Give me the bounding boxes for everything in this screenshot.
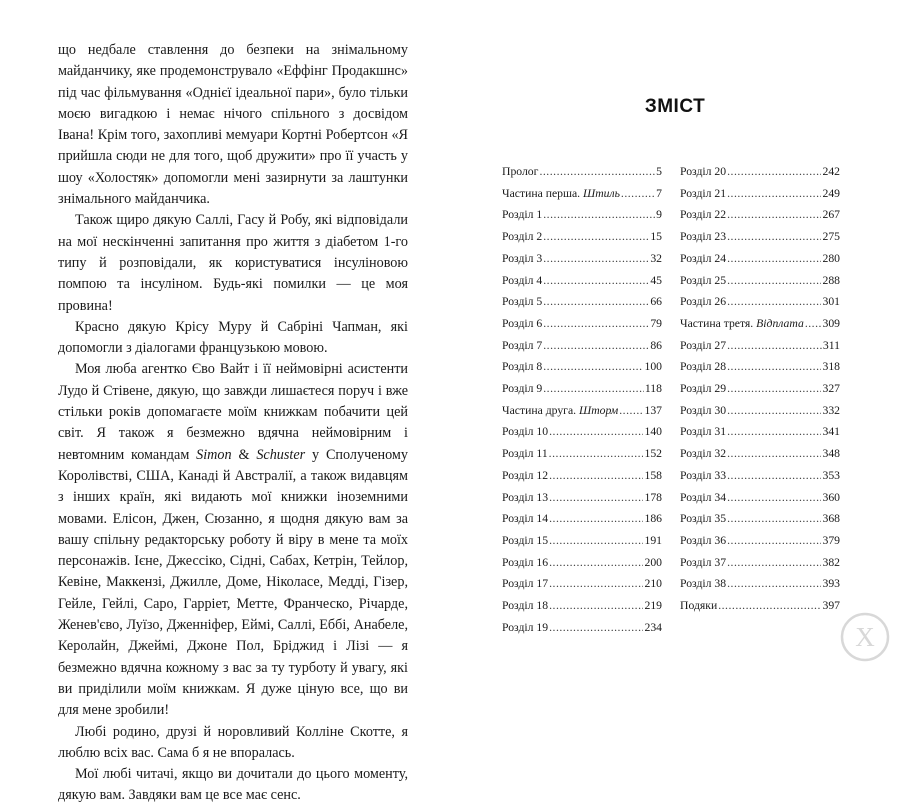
toc-entry — [502, 443, 662, 465]
toc-entry-label: Розділ 29 — [680, 382, 727, 396]
toc-page-number: 152 — [644, 447, 662, 461]
toc-dot-leader — [549, 573, 643, 595]
toc-entry — [680, 443, 840, 465]
toc-entry-label: Розділ 19 — [502, 620, 549, 634]
ack-paragraph-2: Також щиро дякую Саллі, Гасу й Робу, які відповідали на мої нескінченні запитання про життя з діабетом 1-го типу й розповідали, як користуватися інсуліновою помпою та інсуліном. Будь-які помилки — це моя провина! — [58, 212, 408, 314]
toc-entry — [680, 226, 840, 248]
toc-entry-label: Розділ 13 — [502, 490, 549, 504]
toc-dot-leader — [543, 270, 649, 292]
toc-dot-leader — [727, 443, 821, 465]
toc-dot-leader — [727, 183, 821, 205]
toc-entry — [502, 400, 662, 422]
toc-entry-label: Розділ 14 — [502, 512, 549, 526]
toc-entry-label: Розділ 5 — [502, 295, 543, 309]
toc-entry — [680, 161, 840, 183]
toc-dot-leader — [543, 291, 649, 313]
toc-dot-leader — [727, 335, 822, 357]
toc-page-number: 158 — [644, 468, 662, 482]
toc-entry — [680, 248, 840, 270]
toc-dot-leader — [727, 161, 821, 183]
toc-entry — [680, 487, 840, 509]
toc-entry — [680, 204, 840, 226]
toc-entry-label: Розділ 6 — [502, 316, 543, 330]
toc-entry — [502, 378, 662, 400]
toc-entry-label: Частина перша. Штиль — [502, 186, 620, 200]
toc-entry — [680, 552, 840, 574]
toc-entry — [502, 204, 662, 226]
toc-page-number: 100 — [644, 360, 662, 374]
toc-entry — [502, 487, 662, 509]
toc-entry — [502, 595, 662, 617]
toc-entry — [680, 465, 840, 487]
toc-page-number: 79 — [650, 316, 662, 330]
toc-entry-label: Частина третя. Відплата — [680, 316, 804, 330]
toc-page-number: 280 — [822, 251, 840, 265]
toc-entry — [502, 552, 662, 574]
toc-page-number: 140 — [644, 425, 662, 439]
toc-entry — [680, 508, 840, 530]
toc-entry — [680, 573, 840, 595]
toc-page-number: 318 — [822, 360, 840, 374]
toc-page-number: 393 — [822, 577, 840, 591]
toc-dot-leader — [549, 617, 643, 639]
toc-page-number: 86 — [650, 338, 662, 352]
toc-page-number: 66 — [650, 295, 662, 309]
toc-entry-label: Розділ 1 — [502, 208, 543, 222]
toc-entry — [502, 248, 662, 270]
toc-entry — [680, 183, 840, 205]
publisher-name-schuster: Schuster — [256, 446, 306, 463]
toc-page-number: 288 — [822, 273, 840, 287]
toc-entry-label: Частина друга. Шторм — [502, 403, 619, 417]
toc-page-number: 301 — [822, 295, 840, 309]
toc-page-number: 382 — [822, 555, 840, 569]
toc-entry-label: Подяки — [680, 599, 718, 613]
toc-entry-label: Розділ 26 — [680, 295, 727, 309]
toc-entry — [680, 270, 840, 292]
toc-page-number: 341 — [822, 425, 840, 439]
toc-entry — [502, 573, 662, 595]
ack-paragraph-3: Красно дякую Крісу Муру й Сабріні Чапман, які допомогли з діалогами французькою мовою. — [58, 318, 408, 357]
toc-entry-label: Розділ 37 — [680, 555, 727, 569]
toc-entry-label: Розділ 34 — [680, 490, 727, 504]
toc-dot-leader — [543, 335, 649, 357]
left-page — [0, 0, 450, 804]
toc-dot-leader — [718, 595, 821, 617]
toc-page-number: 353 — [822, 468, 840, 482]
ack-paragraph-1: що недбале ставлення до безпеки на знімальному майданчику, яке продемонструвало «Еффінг Продакшнс» під час фільмування «Однієї ідеальної пари», було тільки моєю вигадкою і немає нічого спільного з досвідом Івана! Крім того, захопливі мемуари Кортні Робертсон «Я прийшла сюди не для того, щоб дружити» про її участь у шоу «Холостяк» допомогли мені зазирнути за лаштунки знімального майданчика. — [58, 42, 408, 208]
toc-entry — [680, 313, 840, 335]
toc-entry — [502, 617, 662, 639]
toc-dot-leader — [727, 487, 821, 509]
toc-page-number: 360 — [822, 490, 840, 504]
toc-entry-label: Розділ 17 — [502, 577, 549, 591]
toc-entry — [502, 183, 662, 205]
toc-entry-label: Розділ 24 — [680, 251, 727, 265]
toc-entry — [680, 335, 840, 357]
toc-page-number: 32 — [650, 251, 662, 265]
toc-entry — [502, 530, 662, 552]
toc-page-number: 9 — [656, 208, 662, 222]
toc-entry — [502, 356, 662, 378]
toc-entry — [502, 291, 662, 313]
toc-page-number: 275 — [822, 230, 840, 244]
toc-page-number: 348 — [822, 447, 840, 461]
toc-page-number: 45 — [650, 273, 662, 287]
toc-page-number: 186 — [644, 512, 662, 526]
toc-dot-leader — [619, 400, 643, 422]
toc-page-number: 267 — [822, 208, 840, 222]
toc-page-number: 309 — [822, 316, 840, 330]
toc-entry-label: Розділ 32 — [680, 447, 727, 461]
toc-entry-label: Розділ 2 — [502, 230, 543, 244]
toc-entry-label: Розділ 36 — [680, 533, 727, 547]
toc-page-number: 368 — [822, 512, 840, 526]
toc-dot-leader — [543, 378, 644, 400]
toc-column-2 — [680, 161, 840, 617]
toc-dot-leader — [543, 226, 649, 248]
toc-page-number: 332 — [822, 403, 840, 417]
toc-entry-label: Розділ 12 — [502, 468, 549, 482]
toc-page-number: 200 — [644, 555, 662, 569]
toc-dot-leader — [727, 356, 821, 378]
toc-dot-leader — [727, 421, 821, 443]
toc-dot-leader — [549, 487, 643, 509]
toc-dot-leader — [543, 204, 655, 226]
toc-entry — [680, 291, 840, 313]
toc-dot-leader — [549, 595, 643, 617]
toc-column-1 — [502, 161, 662, 638]
toc-dot-leader — [727, 378, 821, 400]
toc-entry-label: Розділ 7 — [502, 338, 543, 352]
acknowledgements-text — [58, 40, 408, 807]
toc-dot-leader — [549, 443, 644, 465]
ack-paragraph-4: Моя люба агентко Єво Вайт і її неймовірні асистенти Лудо й Стівене, дякую, що завжди лишаєтеся поруч і вже стільки років допомагаєте моїм книжкам побачити цей світ. Я також я безмежно вдячна неймовірним і невтомним командам Simon & Schuster у Сполученому Королівстві, США, Канаді й Австралії, а також видавцям з інших країн, які видають мої книжки іноземними мовами. Елісон, Джен, Сюзанно, я щодня дякую вам за вашу спільну редакторську роботу й віру в мене та моїх персонажів. Ієне, Джессіко, Сідні, Сабах, Кетрін, Тейлор, Кевіне, Маккензі, Джилле, Доме, Ніколасе, Медді, Гізер, Гейле, Гейлі, Саро, Гарріет, Метте, Франческо, Річарде, Женев'єво, Луїзо, Дженніфер, Еймі, Саллі, Еббі, Анабеле, Керолайн, Джеймі, Джоне Пол, Бріджид і Лізі — я безмежно вдячна кожному з вас за ту турботу й увагу, які ви приділили моїм книжкам. Я дуже ціную все, що ви для мене зробили! — [58, 361, 408, 719]
toc-entry-label: Розділ 16 — [502, 555, 549, 569]
toc-page-number: 5 — [656, 165, 662, 178]
toc-dot-leader — [727, 226, 821, 248]
toc-entry-label: Пролог — [502, 165, 539, 178]
toc-entry — [502, 226, 662, 248]
toc-page-number: 15 — [650, 230, 662, 244]
publisher-name-simon: Simon — [196, 446, 232, 463]
toc-entry-label: Розділ 3 — [502, 251, 543, 265]
toc-dot-leader — [727, 291, 821, 313]
toc-page-number: 219 — [644, 599, 662, 613]
toc-title: ЗМІСТ — [644, 96, 706, 117]
toc-entry — [502, 421, 662, 443]
toc-entry — [680, 421, 840, 443]
toc-dot-leader — [549, 530, 643, 552]
toc-entry — [502, 335, 662, 357]
right-page — [450, 0, 900, 674]
toc-dot-leader — [727, 465, 821, 487]
toc-page-number: 7 — [656, 186, 662, 200]
toc-dot-leader — [549, 552, 643, 574]
toc-entry-label: Розділ 30 — [680, 403, 727, 417]
toc-entry-label: Розділ 11 — [502, 447, 548, 461]
toc-entry — [680, 530, 840, 552]
toc-entry-label: Розділ 35 — [680, 512, 727, 526]
toc-entry — [502, 270, 662, 292]
toc-page-number: 242 — [822, 165, 840, 178]
toc-dot-leader — [543, 356, 643, 378]
toc-entry — [502, 161, 662, 183]
toc-page-number: 137 — [644, 403, 662, 417]
toc-dot-leader — [727, 204, 821, 226]
toc-entry-label: Розділ 10 — [502, 425, 549, 439]
toc-page-number: 379 — [822, 533, 840, 547]
toc-entry-label: Розділ 15 — [502, 533, 549, 547]
toc-entry-label: Розділ 9 — [502, 382, 543, 396]
toc-entry-label: Розділ 25 — [680, 273, 727, 287]
toc-dot-leader — [549, 421, 643, 443]
toc-dot-leader — [621, 183, 655, 205]
toc-entry — [502, 508, 662, 530]
toc-dot-leader — [727, 270, 821, 292]
toc-dot-leader — [549, 508, 643, 530]
toc-entry-label: Розділ 21 — [680, 186, 727, 200]
toc-page-number: 178 — [644, 490, 662, 504]
toc-entry — [680, 378, 840, 400]
toc-page-number: 249 — [822, 186, 840, 200]
toc-entry — [502, 313, 662, 335]
toc-page-number: 234 — [644, 620, 662, 634]
toc-entry-label: Розділ 23 — [680, 230, 727, 244]
toc-dot-leader — [539, 161, 655, 183]
toc-dot-leader — [549, 465, 643, 487]
toc-entry — [680, 400, 840, 422]
toc-entry — [680, 356, 840, 378]
toc-entry-label: Розділ 22 — [680, 208, 727, 222]
toc-entry-label: Розділ 4 — [502, 273, 543, 287]
toc-entry-label: Розділ 18 — [502, 599, 549, 613]
toc-page-number: 191 — [644, 533, 662, 547]
toc-dot-leader — [543, 248, 649, 270]
toc-entry-label: Розділ 20 — [680, 165, 727, 178]
toc-entry-label: Розділ 27 — [680, 338, 727, 352]
toc-page-number: 210 — [644, 577, 662, 591]
ack-paragraph-6: Мої любі читачі, якщо ви дочитали до цього моменту, дякую вам. Завдяки вам це все має сенс. — [58, 766, 408, 804]
toc-page-number: 327 — [822, 382, 840, 396]
toc-dot-leader — [805, 313, 822, 335]
toc-entry — [680, 595, 840, 617]
toc-entry-label: Розділ 38 — [680, 577, 727, 591]
toc-dot-leader — [727, 248, 821, 270]
toc-entry — [502, 465, 662, 487]
toc-dot-leader — [727, 400, 821, 422]
toc-page-number: 397 — [822, 599, 840, 613]
toc-dot-leader — [543, 313, 649, 335]
x-logo-letter: X — [855, 622, 875, 652]
toc-entry-label: Розділ 31 — [680, 425, 727, 439]
toc-dot-leader — [727, 530, 821, 552]
toc-entry-label: Розділ 28 — [680, 360, 727, 374]
toc-dot-leader — [727, 552, 821, 574]
x-logo-icon — [840, 612, 890, 662]
toc-entry-label: Розділ 33 — [680, 468, 727, 482]
ack-paragraph-5: Любі родино, друзі й норовливий Колліне Скотте, я люблю всіх вас. Сама б я не впоралась. — [58, 723, 408, 761]
toc-page-number: 118 — [644, 382, 662, 396]
toc-entry-label: Розділ 8 — [502, 360, 543, 374]
toc-page-number: 311 — [822, 338, 840, 352]
toc-dot-leader — [727, 508, 821, 530]
toc-dot-leader — [727, 573, 821, 595]
